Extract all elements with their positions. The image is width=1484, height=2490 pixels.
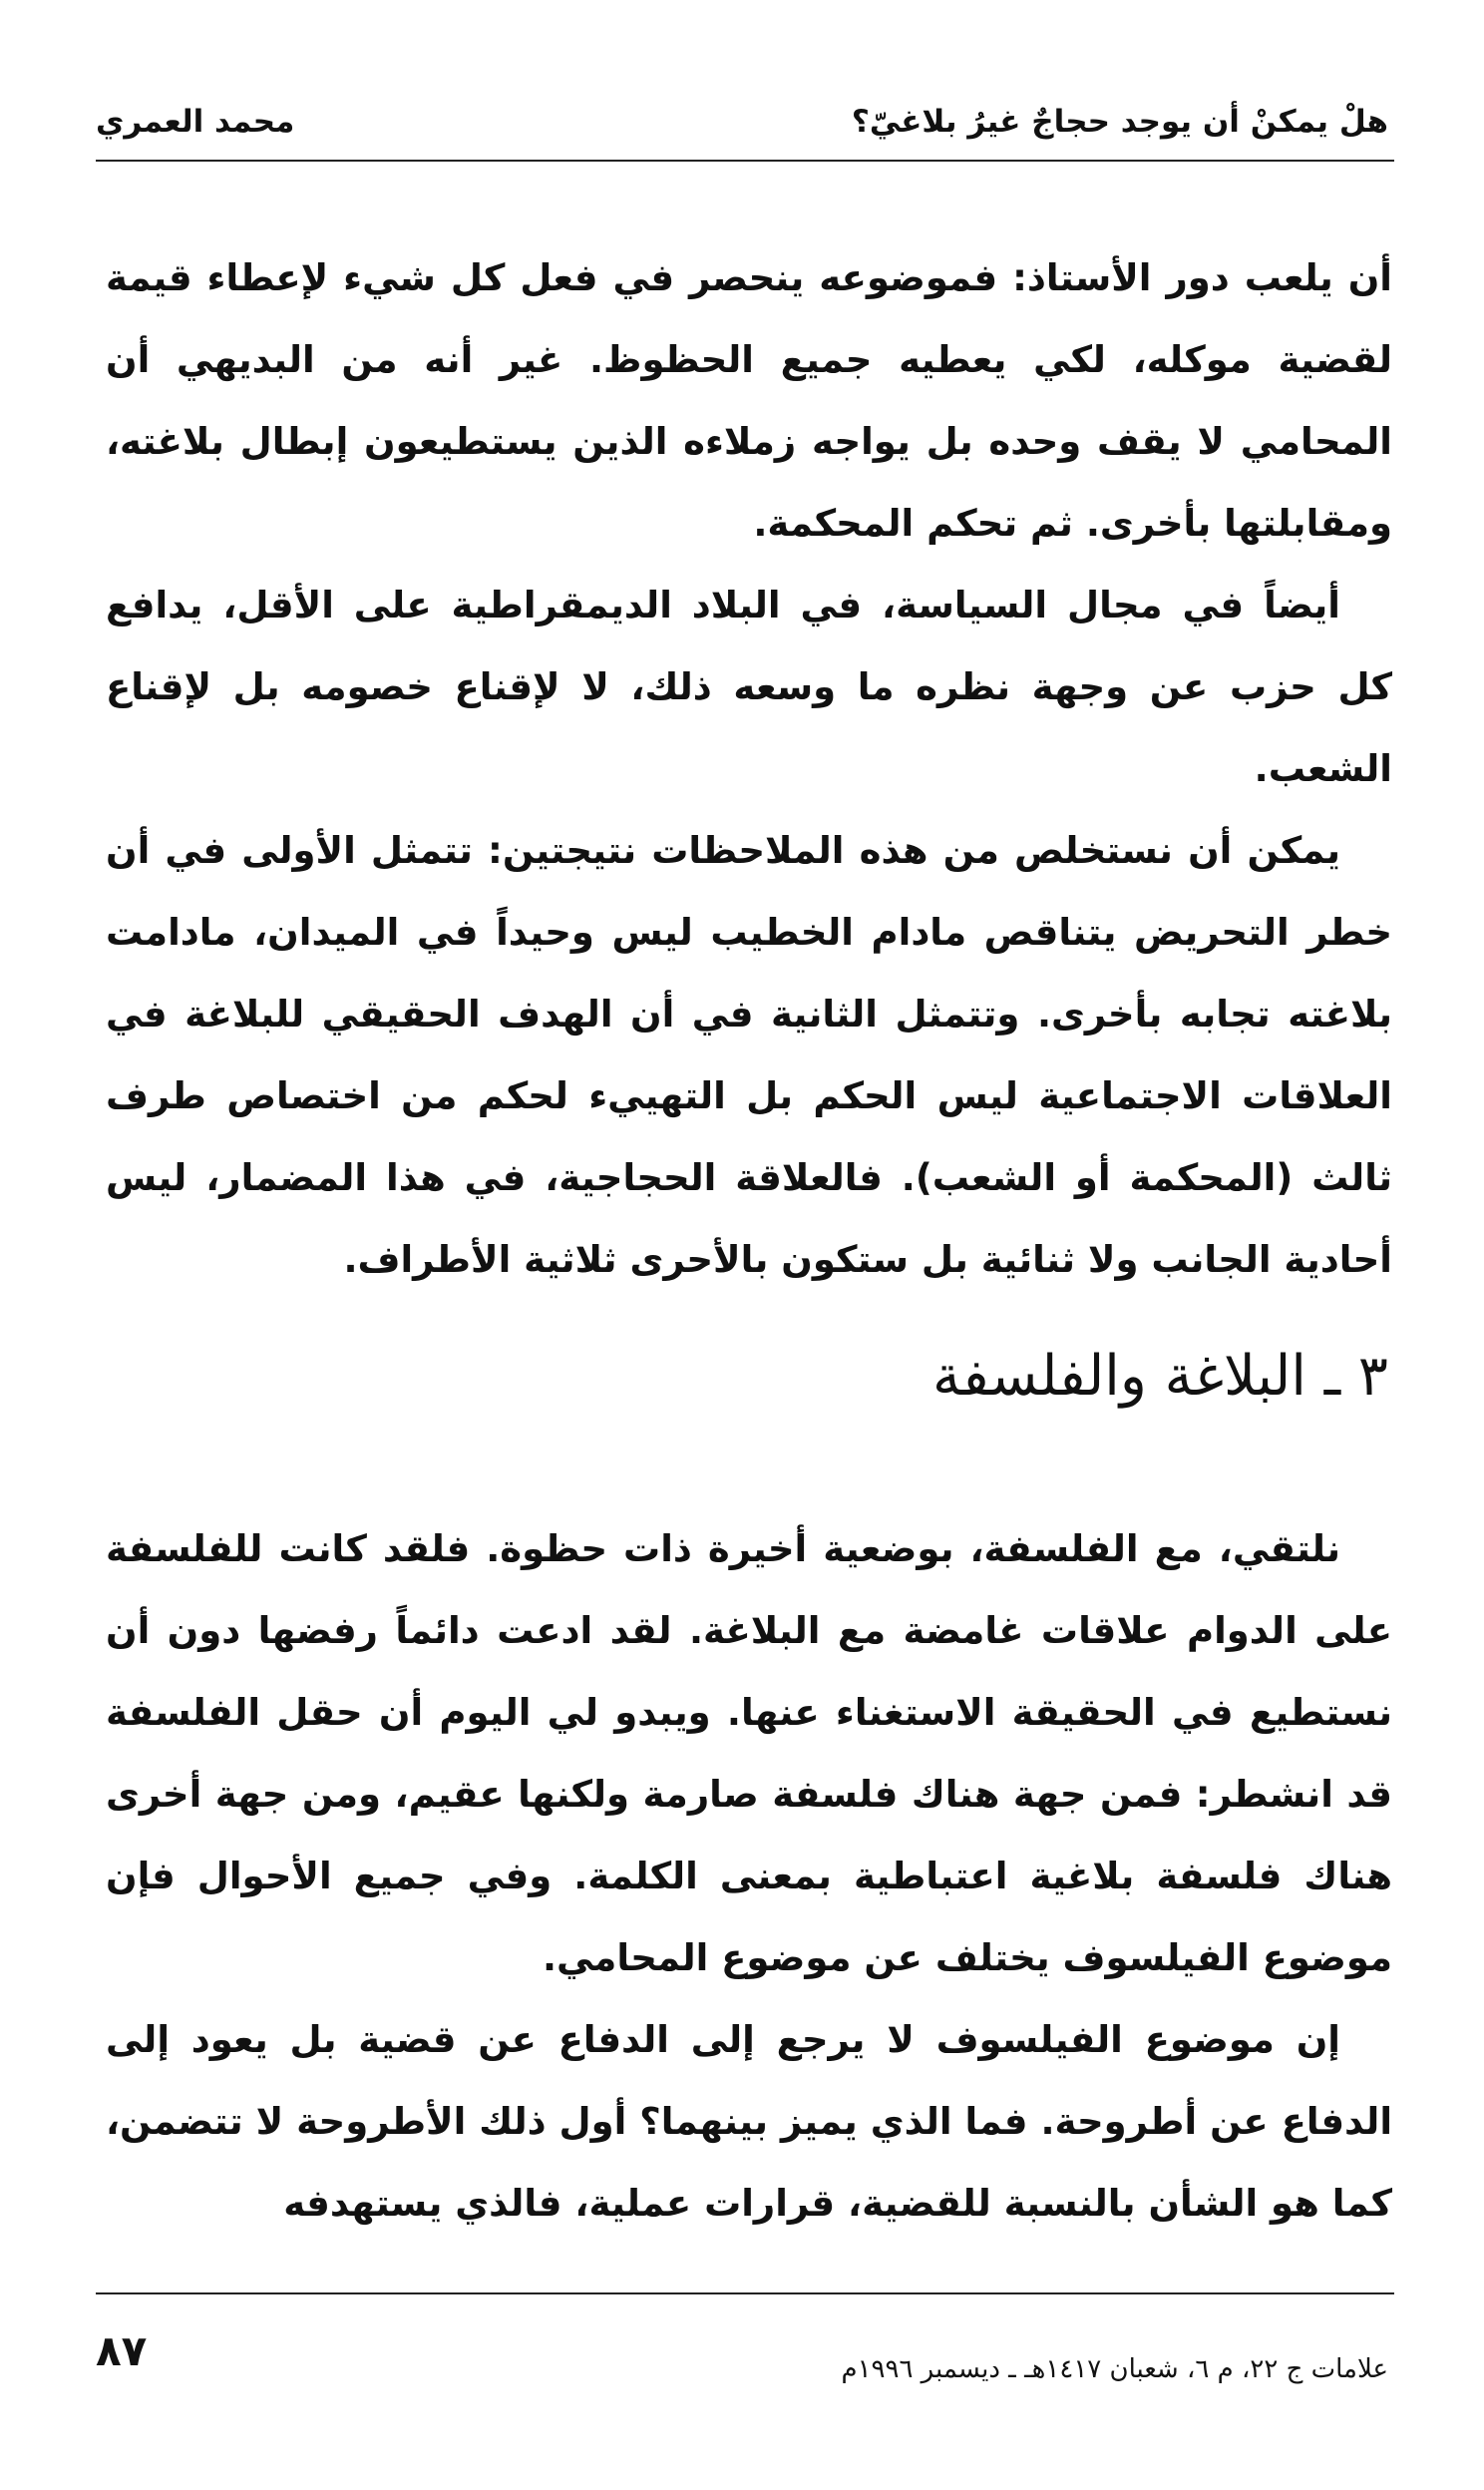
chapter-title: هلْ يمكنْ أن يوجد حجاجٌ غيرُ بلاغيّ؟ [851,104,1388,140]
body-text-top [106,237,1392,1301]
header-divider [96,160,1394,162]
body-text-bottom [106,1508,1392,2245]
footer-divider [96,2292,1394,2294]
paragraph: نلتقي، مع الفلسفة، بوضعية أخيرة ذات حظوة. فلقد كانت للفلسفة على الدوام علاقات غامضة مع البلاغة. لقد ادعت دائماً رفضها دون أن نستطيع في الحقيقة الاستغناء عنها. ويبدو لي اليوم أن حقل الفلسفة قد انشطر: فمن جهة هناك فلسفة صارمة ولكنها عقيم، ومن جهة أخرى هناك فلسفة بلاغية اعتباطية بمعنى الكلمة. وفي جميع الأحوال فإن موضوع الفيلسوف يختلف عن موضوع المحامي. [106,1527,1392,1979]
paragraph: إن موضوع الفيلسوف لا يرجع إلى الدفاع عن قضية بل يعود إلى الدفاع عن أطروحة. فما الذي يميز بينهما؟ أول ذلك الأطروحة لا تتضمن، كما هو الشأن بالنسبة للقضية، قرارات عملية، فالذي يستهدفه [106,2018,1392,2225]
page-number: ٨٧ [96,2326,148,2375]
journal-citation: علامات ج ٢٢، م ٦، شعبان ١٤١٧هـ ـ ديسمبر ١٩٩٦م [841,2354,1388,2384]
paragraph: أيضاً في مجال السياسة، في البلاد الديمقراطية على الأقل، يدافع كل حزب عن وجهة نظره ما وسعه ذلك، لا لإقناع خصومه بل لإقناع الشعب. [106,584,1392,790]
paragraph: يمكن أن نستخلص من هذه الملاحظات نتيجتين: تتمثل الأولى في أن خطر التحريض يتناقص مادام الخطيب ليس وحيداً في الميدان، مادامت بلاغته تجابه بأخرى. وتتمثل الثانية في أن الهدف الحقيقي للبلاغة في العلاقات الاجتماعية ليس الحكم بل التهييء لحكم من اختصاص طرف ثالث (المحكمة أو الشعب). فالعلاقة الحجاجية، في هذا المضمار، ليس أحادية الجانب ولا ثنائية بل ستكون بالأحرى ثلاثية الأطراف. [106,829,1392,1281]
author-name: محمد العمري [96,104,295,140]
section-heading: ٣ ـ البلاغة والفلسفة [932,1344,1388,1409]
paragraph: أن يلعب دور الأستاذ: فموضوعه ينحصر في فعل كل شيء لإعطاء قيمة لقضية موكله، لكي يعطيه جميع الحظوظ. غير أنه من البديهي أن المحامي لا يقف وحده بل يواجه زملاءه الذين يستطيعون إبطال بلاغته، ومقابلتها بأخرى. ثم تحكم المحكمة. [106,256,1392,545]
running-header [96,92,1388,152]
